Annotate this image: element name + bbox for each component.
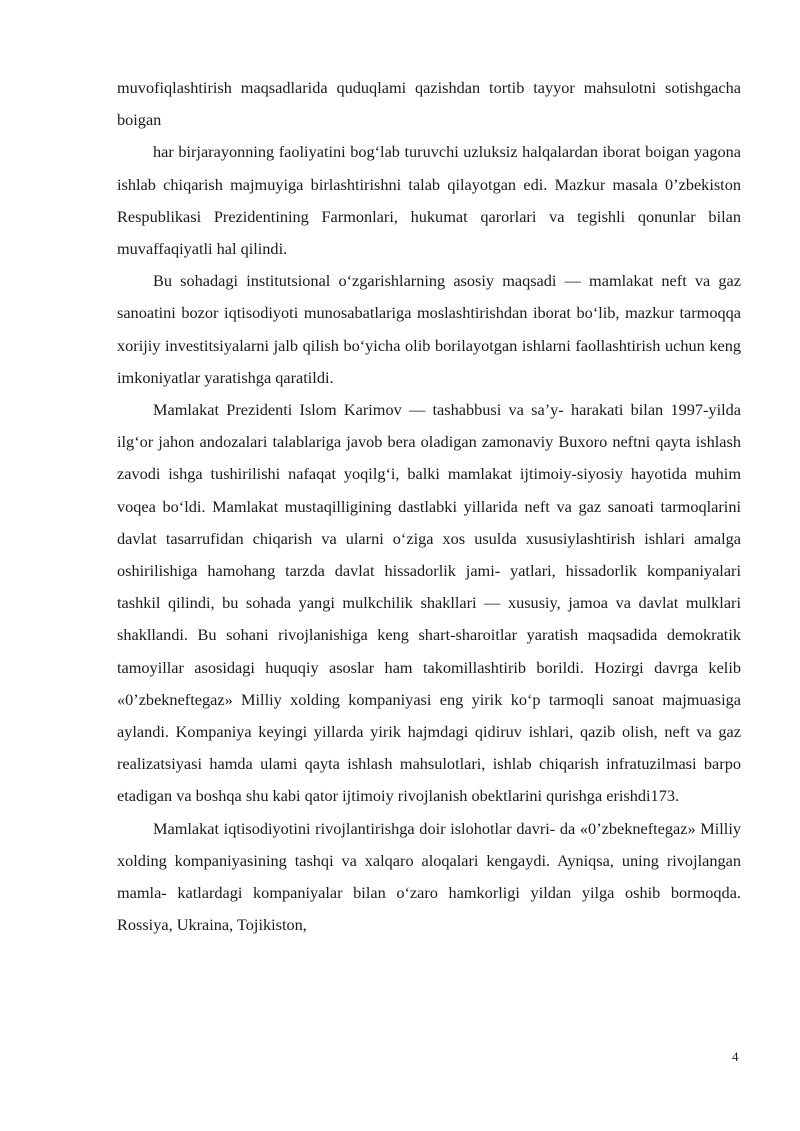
paragraph-1: muvofiqlashtirish maqsadlarida quduqlami qazishdan tortib tayyor mahsulotni sotishgacha boigan <box>117 78 741 130</box>
paragraph-2: har birjarayonning faoliyatini bog‘lab turuvchi uzluksiz halqalardan iborat boigan yagona ishlab chiqarish majmuyiga birlashtirishni talab qilayotgan edi. Mazkur masala 0’zbekiston Respublikasi Prezidentining Farmonlari, hukumat qarorlari va tegishli qonunlar bilan muvaffaqiyatli hal qilindi. <box>117 142 741 259</box>
page-number: 4 <box>732 1049 739 1064</box>
paragraph-5: Mamlakat iqtisodiyotini rivojlantirishga doir islohotlar davri- da «0’zbekneftegaz» Milliy xolding kompaniyasining tashqi va xalqaro aloqalari kengaydi. Ayniqsa, uning rivojlangan mamla- katlardagi kompaniyalar bilan o‘zaro hamkorligi yildan yilga oshib bormoqda. Rossiya, Ukraina, Tojikiston, <box>117 818 741 935</box>
paragraph-3: Bu sohadagi institutsional o‘zgarishlarning asosiy maqsadi — mamlakat neft va gaz sanoatini bozor iqtisodiyoti munosabatlariga moslashtirishdan iborat bo‘lib, mazkur tarmoqqa xorijiy investitsiyalarni jalb qilish bo‘yicha olib borilayotgan ishlarni faollashtirish uchun keng imkoniyatlar yaratishga qaratildi. <box>117 271 741 387</box>
body-text <box>117 72 741 941</box>
paragraph-4: Mamlakat Prezidenti Islom Karimov — tashabbusi va sa’y- harakati bilan 1997-yilda ilg‘or jahon andozalari talablariga javob bera oladigan zamonaviy Buxoro neftni qayta ishlash zavodi ishga tushirilishi nafaqat yoqilg‘i, balki mamlakat ijtimoiy-siyosiy hayotida muhim voqea bo‘ldi. Mamlakat mustaqilligining dastlabki yillarida neft va gaz sanoati tarmoqlarini davlat tasarrufidan chiqarish va ularni o‘ziga xos usulda xususiylashtirish ishlari amalga oshirilishiga hamohang tarzda davlat hissadorlik jami- yatlari, hissadorlik kompaniyalari tashkil qilindi, bu sohada yangi mulkchilik shakllari — xususiy, jamoa va davlat mulklari shakllandi. Bu sohani rivojlanishiga keng shart-sharoitlar yaratish maqsadida demokratik tamoyillar asosidagi huquqiy asoslar ham takomillashtirib borildi. Hozirgi davrga kelib «0’zbekneftegaz» Milliy xolding kompaniyasi eng yirik ko‘p tarmoqli sanoat majmuasiga aylandi. Kompaniya keyingi yillarda yirik hajmdagi qidiruv ishlari, qazib olish, neft va gaz realizatsiyasi hamda ulami qayta ishlash mahsulotlari, ishlab chiqarish infratuzilmasi barpo etadigan va boshqa shu kabi qator ijtimoiy rivojlanish obektlarini qurishga erishdi173. <box>117 400 741 806</box>
